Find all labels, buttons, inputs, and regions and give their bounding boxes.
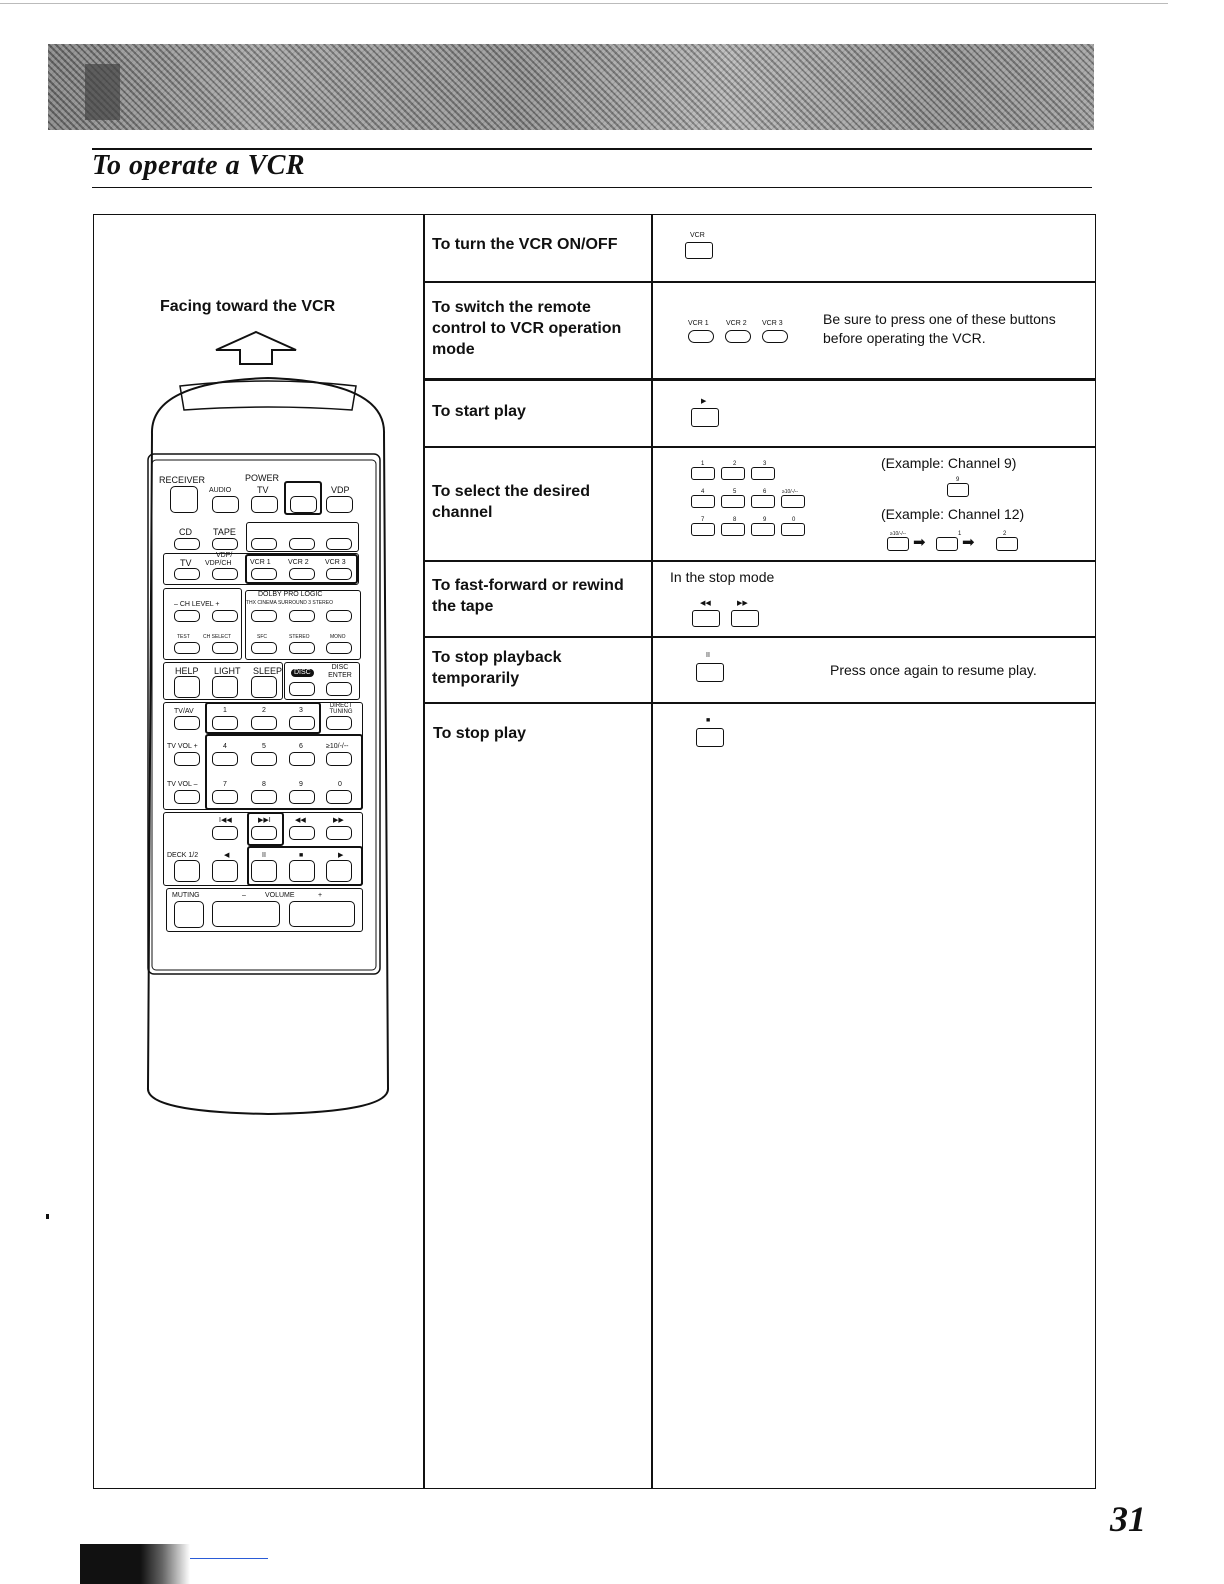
remote-3stereo-button [326, 610, 352, 622]
remote-light-button [212, 676, 238, 698]
column-divider-2 [651, 214, 653, 1489]
step-num4-label: 4 [701, 489, 705, 495]
row-divider-2 [423, 378, 1096, 381]
remote-sfc-button [251, 642, 277, 654]
note-mode: Be sure to press one of these buttons before operating the VCR. [823, 311, 1056, 346]
remote-receiver-button [170, 486, 198, 513]
remote-label-cd: CD [179, 527, 192, 537]
remote-label-ch-select: CH SELECT [203, 634, 232, 640]
step-num1-label: 1 [701, 461, 705, 467]
step-num10-button [781, 495, 805, 508]
remote-label-disc: DISC [291, 669, 314, 677]
row-divider-1 [423, 281, 1096, 283]
remote-label-3: 3 [299, 707, 303, 714]
step-num2-label: 2 [733, 461, 737, 467]
remote-stop-button [289, 860, 315, 882]
remote-skip-fwd-button [251, 826, 277, 840]
remote-label-skip-fwd: ▶▶I [258, 817, 271, 824]
step-num0-label: 0 [792, 517, 796, 523]
remote-label-0: 0 [338, 781, 342, 788]
page-title: To operate a VCR [92, 150, 306, 181]
remote-num8-button [251, 790, 277, 804]
example-9-button [947, 483, 969, 497]
header-banner [48, 44, 1094, 130]
step-play-button [691, 408, 719, 427]
remote-label-6: 6 [299, 743, 303, 750]
step-num9-button [751, 523, 775, 536]
remote-label-muting: MUTING [172, 892, 200, 899]
remote-label-2: 2 [262, 707, 266, 714]
remote-muting-button [174, 901, 204, 928]
remote-deck-button [174, 860, 200, 882]
remote-num5-button [251, 752, 277, 766]
top-rule [0, 3, 1168, 4]
remote-label-vdp-ch: VDP/CH [205, 560, 232, 567]
step-vcr3-button [762, 330, 788, 343]
step-num2-button [721, 467, 745, 480]
remote-stereo-button [289, 642, 315, 654]
step-num5-label: 5 [733, 489, 737, 495]
example-2-button [996, 537, 1018, 551]
row-divider-6 [423, 702, 1096, 704]
remote-label-power: POWER [245, 473, 280, 483]
remote-sleep-button [251, 676, 277, 698]
remote-ch-plus-button [212, 610, 238, 622]
remote-label-audio: AUDIO [209, 487, 232, 494]
step-label-power: To turn the VCR ON/OFF [432, 236, 618, 253]
remote-label-reverse: ◀ [224, 852, 230, 859]
remote-label-thx: THX CINEMA SURROUND 3 STEREO [246, 600, 333, 606]
remote-label-vcr2: VCR 2 [288, 559, 309, 566]
remote-test-button [174, 642, 200, 654]
note-resume: Press once again to resume play. [830, 662, 1037, 678]
step-num10-label: ≥10/-/-- [782, 489, 799, 495]
step-label-ff-rew: To fast-forward or rewind the tape [432, 577, 624, 615]
arrow-right-icon: ➡ [913, 534, 926, 551]
remote-label-sleep: SLEEP [253, 666, 283, 676]
step-vcr2-label: VCR 2 [726, 320, 747, 327]
remote-direct-tuning-button [326, 716, 352, 730]
remote-rew-button [289, 826, 315, 840]
remote-disc-enter-button [326, 682, 352, 696]
remote-label-tv: TV [257, 485, 269, 495]
remote-vol-up-button [289, 901, 355, 927]
remote-label-direct-tuning: DIRECT TUNING [329, 703, 353, 715]
step-num6-button [751, 495, 775, 508]
remote-vcr2-button [289, 568, 315, 580]
arrow-right-icon: ➡ [962, 534, 975, 551]
step-num7-label: 7 [701, 517, 705, 523]
remote-label-vcr3: VCR 3 [325, 559, 346, 566]
step-num0-button [781, 523, 805, 536]
step-label-channel: To select the desired channel [432, 483, 590, 521]
remote-label-help: HELP [175, 666, 199, 676]
remote-label-tape: TAPE [213, 527, 236, 537]
remote-label-ch-level: – CH LEVEL + [174, 601, 220, 608]
remote-label-stereo: STEREO [289, 634, 310, 640]
remote-surround-button [289, 610, 315, 622]
remote-label-vdp-slash: VDP/ [216, 552, 233, 559]
remote-label-dolby: DOLBY PRO LOGIC [258, 591, 323, 598]
step-num6-label: 6 [763, 489, 767, 495]
remote-num9-button [289, 790, 315, 804]
example-1-label: 1 [958, 531, 962, 537]
remote-10plus-button [326, 752, 352, 766]
remote-label-deck: DECK 1/2 [167, 852, 199, 859]
example-1-button [936, 537, 958, 551]
corner-mark [80, 1544, 190, 1584]
step-vcr1-label: VCR 1 [688, 320, 709, 327]
remote-vcr1-button [251, 568, 277, 580]
step-num5-button [721, 495, 745, 508]
remote-num4-button [212, 752, 238, 766]
remote-label-test: TEST [177, 634, 190, 640]
step-pause-label: II [706, 652, 710, 659]
remote-num6-button [289, 752, 315, 766]
remote-label-play: ▶ [338, 852, 344, 859]
example-2-label: 2 [1003, 531, 1007, 537]
example-10plus-label: ≥10/-/-- [890, 531, 907, 537]
remote-skip-back-button [212, 826, 238, 840]
step-vcr2-button [725, 330, 751, 343]
corner-line [190, 1558, 268, 1559]
example-9-label: 9 [956, 477, 960, 483]
example-10plus-button [887, 537, 909, 551]
remote-label-ff: ▶▶ [333, 817, 344, 824]
remote-pause-button [251, 860, 277, 882]
remote-tape-button [212, 538, 238, 550]
remote-tv-vol-down-button [174, 790, 200, 804]
remote-label-sfc: SFC [257, 634, 267, 640]
step-ff-button [731, 610, 759, 627]
remote-help-button [174, 676, 200, 698]
remote-label-4: 4 [223, 743, 227, 750]
step-vcr1-button [688, 330, 714, 343]
step-play-label: ▶ [701, 398, 707, 405]
step-vcr3-label: VCR 3 [762, 320, 783, 327]
remote-vdp-button [326, 496, 353, 513]
step-rew-button [692, 610, 720, 627]
remote-vdp-ch-button [212, 568, 238, 580]
step-ff-label: ▶▶ [737, 600, 748, 607]
example-channel-9: (Example: Channel 9) [881, 455, 1017, 471]
step-vcr-button [685, 242, 713, 259]
remote-label-10plus: ≥10/-/-- [326, 743, 349, 750]
step-num7-button [691, 523, 715, 536]
remote-label-vol-plus: + [318, 892, 323, 899]
remote-label-tv-av: TV/AV [174, 708, 194, 715]
remote-num2-button [251, 716, 277, 730]
remote-tuner-button [251, 538, 277, 550]
step-label-stop: To stop play [433, 725, 527, 742]
example-channel-12: (Example: Channel 12) [881, 506, 1025, 522]
remote-label-receiver: RECEIVER [159, 475, 206, 485]
remote-label-volume: VOLUME [265, 892, 295, 899]
remote-num7-button [212, 790, 238, 804]
row-divider-3 [423, 446, 1096, 448]
remote-label-9: 9 [299, 781, 303, 788]
step-label-mode: To switch the remote control to VCR operation mode [432, 299, 622, 358]
step-rew-label: ◀◀ [700, 600, 711, 607]
remote-reverse-button [212, 860, 238, 882]
page-number: 31 [1110, 1499, 1146, 1539]
remote-ch-select-button [212, 642, 238, 654]
remote-label-vol-minus: – [242, 892, 246, 899]
remote-tv-vol-up-button [174, 752, 200, 766]
step-stop-label: ■ [706, 717, 711, 724]
step-num3-button [751, 467, 775, 480]
step-label-play: To start play [432, 403, 526, 420]
remote-ff-button [326, 826, 352, 840]
remote-label-1: 1 [223, 707, 227, 714]
remote-cd2-button [289, 538, 315, 550]
step-num9-label: 9 [763, 517, 767, 523]
remote-label-vdp: VDP [331, 485, 350, 495]
stray-mark [46, 1214, 49, 1219]
row-divider-5 [423, 636, 1096, 638]
remote-vol-down-button [212, 901, 280, 927]
step-pause-button [696, 663, 724, 682]
remote-mono-button [326, 642, 352, 654]
remote-label-7: 7 [223, 781, 227, 788]
remote-vcr-button [290, 496, 317, 513]
remote-cd-button [174, 538, 200, 550]
title-rule-bottom [92, 187, 1092, 188]
remote-thx-button [251, 610, 277, 622]
facing-label: Facing toward the VCR [160, 298, 336, 315]
remote-label-tv-vol-up: TV VOL + [167, 743, 198, 750]
remote-ch-minus-button [174, 610, 200, 622]
remote-num1-button [212, 716, 238, 730]
remote-disc-button [289, 682, 315, 696]
step-num8-label: 8 [733, 517, 737, 523]
remote-label-5: 5 [262, 743, 266, 750]
remote-tv-button [251, 496, 278, 513]
remote-vcr3-button [326, 568, 352, 580]
note-stop-mode: In the stop mode [670, 569, 775, 585]
row-divider-4 [423, 560, 1096, 562]
column-divider-1 [423, 214, 425, 1489]
remote-label-8: 8 [262, 781, 266, 788]
up-arrow-icon [212, 328, 300, 368]
remote-label-disc-enter: DISC ENTER [328, 664, 352, 679]
remote-label-tv-vol-down: TV VOL – [167, 781, 198, 788]
remote-audio-button [212, 496, 239, 513]
remote-tv-source-button [174, 568, 200, 580]
remote-label-pause: II [262, 852, 266, 859]
step-num8-button [721, 523, 745, 536]
remote-label-rew: ◀◀ [295, 817, 306, 824]
step-stop-button [696, 728, 724, 747]
remote-label-stop: ■ [299, 852, 304, 859]
step-num4-button [691, 495, 715, 508]
step-num1-button [691, 467, 715, 480]
remote-play-button [326, 860, 352, 882]
remote-label-skip-back: I◀◀ [219, 817, 232, 824]
step-num3-label: 3 [763, 461, 767, 467]
step-label-pause: To stop playback temporarily [432, 649, 562, 687]
banner-dark-patch [85, 64, 120, 120]
step-vcr-label: VCR [690, 232, 705, 239]
remote-label-tv-source: TV [180, 558, 192, 568]
remote-label-mono: MONO [330, 634, 346, 640]
remote-label-light: LIGHT [214, 666, 241, 676]
remote-tape2-button [326, 538, 352, 550]
remote-tv-av-button [174, 716, 200, 730]
remote-label-vcr1: VCR 1 [250, 559, 271, 566]
remote-num0-button [326, 790, 352, 804]
remote-num3-button [289, 716, 315, 730]
